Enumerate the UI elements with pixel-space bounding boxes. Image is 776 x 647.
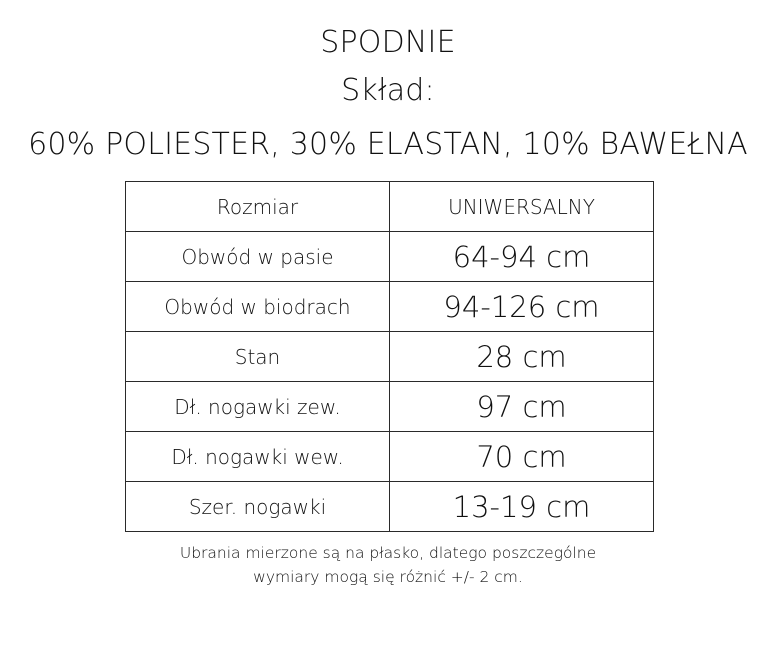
header-label-cell: Rozmiar — [126, 182, 390, 232]
measurement-footnote — [0, 541, 776, 589]
header-size-cell: UNIWERSALNY — [390, 182, 654, 232]
footnote-line: wymiary mogą się różnić +/- 2 cm. — [253, 568, 523, 586]
measurement-label: Szer. nogawki — [126, 482, 390, 532]
measurement-label: Stan — [126, 332, 390, 382]
measurement-value: 13-19 cm — [390, 482, 654, 532]
measurement-value: 64-94 cm — [390, 232, 654, 282]
table-row — [126, 482, 654, 532]
measurement-label: Dł. nogawki zew. — [126, 382, 390, 432]
size-table — [125, 181, 654, 532]
footnote-line: Ubrania mierzone są na płasko, dlatego poszczególne — [179, 544, 597, 562]
table-row — [126, 432, 654, 482]
measurement-value: 28 cm — [390, 332, 654, 382]
composition-text: 60% POLIESTER, 30% ELASTAN, 10% BAWEŁNA — [28, 127, 748, 162]
measurement-value: 70 cm — [390, 432, 654, 482]
size-table-header-row — [126, 182, 654, 232]
table-row — [126, 332, 654, 382]
measurement-label: Dł. nogawki wew. — [126, 432, 390, 482]
table-row — [126, 382, 654, 432]
measurement-value: 94-126 cm — [390, 282, 654, 332]
table-row — [126, 232, 654, 282]
measurement-label: Obwód w biodrach — [126, 282, 390, 332]
product-title: SPODNIE — [320, 25, 456, 60]
measurement-label: Obwód w pasie — [126, 232, 390, 282]
composition-label: Skład: — [341, 73, 435, 108]
table-row — [126, 282, 654, 332]
measurement-value: 97 cm — [390, 382, 654, 432]
